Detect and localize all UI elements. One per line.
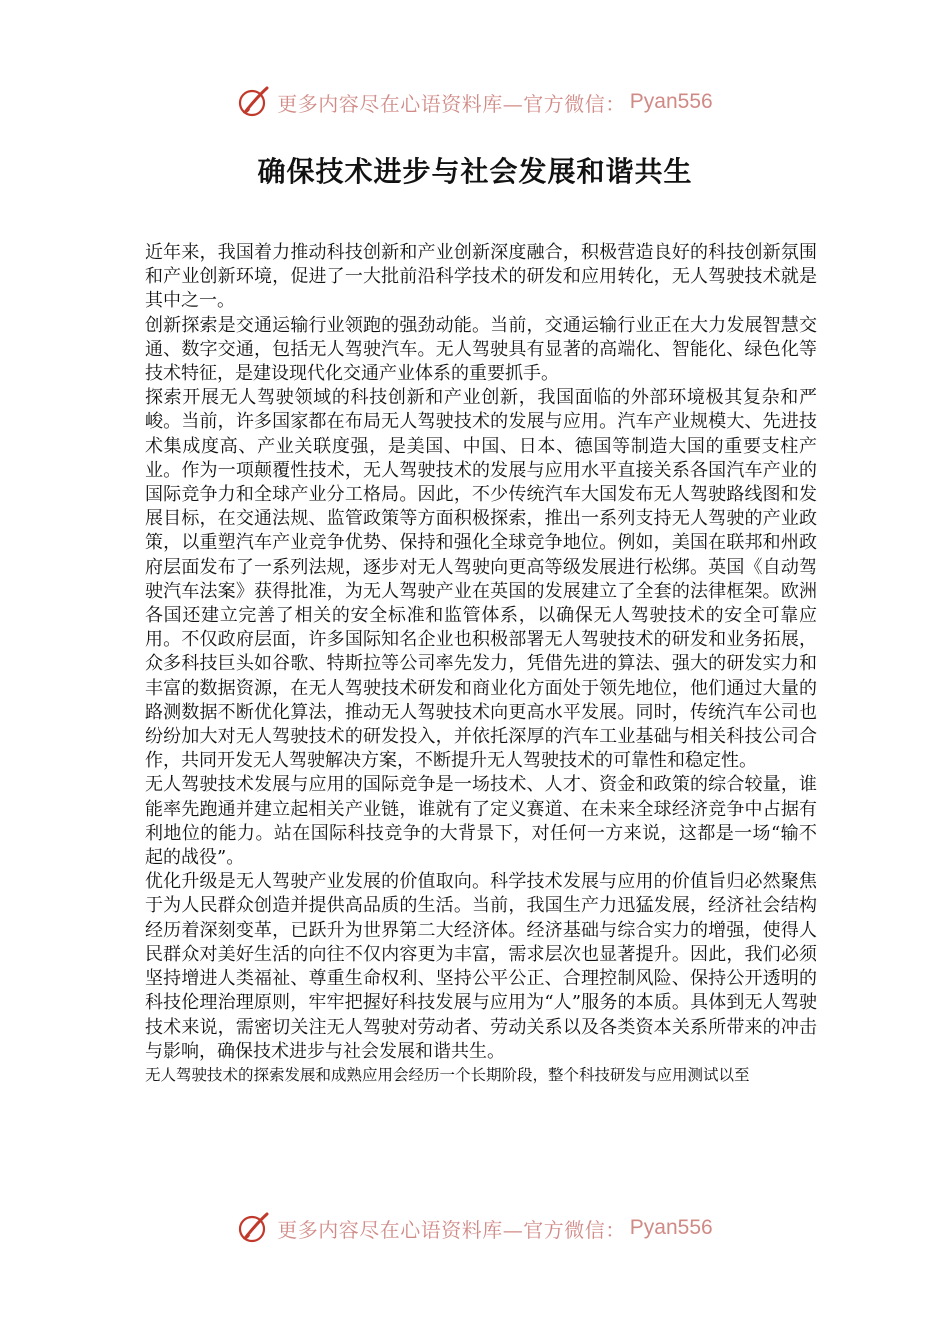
brush-logo-icon (237, 1211, 271, 1245)
paragraph-truncated: 无人驾驶技术的探索发展和成熟应用会经历一个长期阶段，整个科技研发与应用测试以至 (145, 1065, 750, 1084)
header-banner-text: 更多内容尽在心语资料库—官方微信： (277, 91, 626, 116)
header-banner (0, 82, 950, 122)
page-title: 确保技术进步与社会发展和谐共生 (257, 155, 693, 188)
paragraph: 无人驾驶技术发展与应用的国际竞争是一场技术、人才、资金和政策的综合较量，谁能率先跑通并建立起相关产业链，谁就有了定义赛道、在未来全球经济竞争中占据有利地位的能力。站在国际科技竞争的大背景下，对任何一方来说，这都是一场“输不起的战役”。 (145, 774, 817, 869)
header-banner-id: Pyan556 (629, 90, 713, 113)
paragraph: 探索开展无人驾驶领域的科技创新和产业创新，我国面临的外部环境极其复杂和严峻。当前，许多国家都在布局无人驾驶技术的发展与应用。汽车产业规模大、先进技术集成度高、产业关联度强，是美国、中国、日本、德国等制造大国的重要支柱产业。作为一项颠覆性技术，无人驾驶技术的发展与应用水平直接关系各国汽车产业的国际竞争力和全球产业分工格局。因此，不少传统汽车大国发布无人驾驶路线图和发展目标，在交通法规、监管政策等方面积极探索，推出一系列支持无人驾驶的产业政策，以重塑汽车产业竞争优势、保持和强化全球竞争地位。例如，美国在联邦和州政府层面发布了一系列法规，逐步对无人驾驶向更高等级发展进行松绑。英国《自动驾驶汽车法案》获得批准，为无人驾驶产业在英国的发展建立了全套的法律框架。欧洲各国还建立完善了相关的安全标准和监管体系，以确保无人驾驶技术的安全可靠应用。不仅政府层面，许多国际知名企业也积极部署无人驾驶技术的研发和业务拓展，众多科技巨头如谷歌、特斯拉等公司率先发力，凭借先进的算法、强大的研发实力和丰富的数据资源，在无人驾驶技术研发和商业化方面处于领先地位，他们通过大量的路测数据不断优化算法，推动无人驾驶技术向更高水平发展。同时，传统汽车公司也纷纷加大对无人驾驶技术的研发投入，并依托深厚的汽车工业基础与相关科技公司合作，共同开发无人驾驶解决方案，不断提升无人驾驶技术的可靠性和稳定性。 (145, 387, 817, 772)
paragraph: 优化升级是无人驾驶产业发展的价值取向。科学技术发展与应用的价值旨归必然聚焦于为人民群众创造并提供高品质的生活。当前，我国生产力迅猛发展，经济社会结构经历着深刻变革，已跃升为世界第二大经济体。经济基础与综合实力的增强，使得人民群众对美好生活的向往不仅内容更为丰富，需求层次也显著提升。因此，我们必须坚持增进人类福祉、尊重生命权利、坚持公平公正、合理控制风险、保持公开透明的科技伦理治理原则，牢牢把握好科技发展与应用为“人”服务的本质。具体到无人驾驶技术来说，需密切关注无人驾驶对劳动者、劳动关系以及各类资本关系所带来的冲击与影响，确保技术进步与社会发展和谐共生。 (145, 871, 817, 1062)
footer-banner-id: Pyan556 (629, 1216, 713, 1239)
footer-banner-text: 更多内容尽在心语资料库—官方微信： (277, 1217, 626, 1242)
article-body (145, 241, 817, 1086)
paragraph: 创新探索是交通运输行业领跑的强劲动能。当前，交通运输行业正在大力发展智慧交通、数字交通，包括无人驾驶汽车。无人驾驶具有显著的高端化、智能化、绿色化等技术特征，是建设现代化交通产业体系的重要抓手。 (145, 314, 817, 385)
paragraph: 近年来，我国着力推动科技创新和产业创新深度融合，积极营造良好的科技创新氛围和产业创新环境，促进了一大批前沿科学技术的研发和应用转化，无人驾驶技术就是其中之一。 (145, 242, 817, 312)
brush-logo-icon (237, 85, 271, 119)
footer-banner (0, 1208, 950, 1248)
